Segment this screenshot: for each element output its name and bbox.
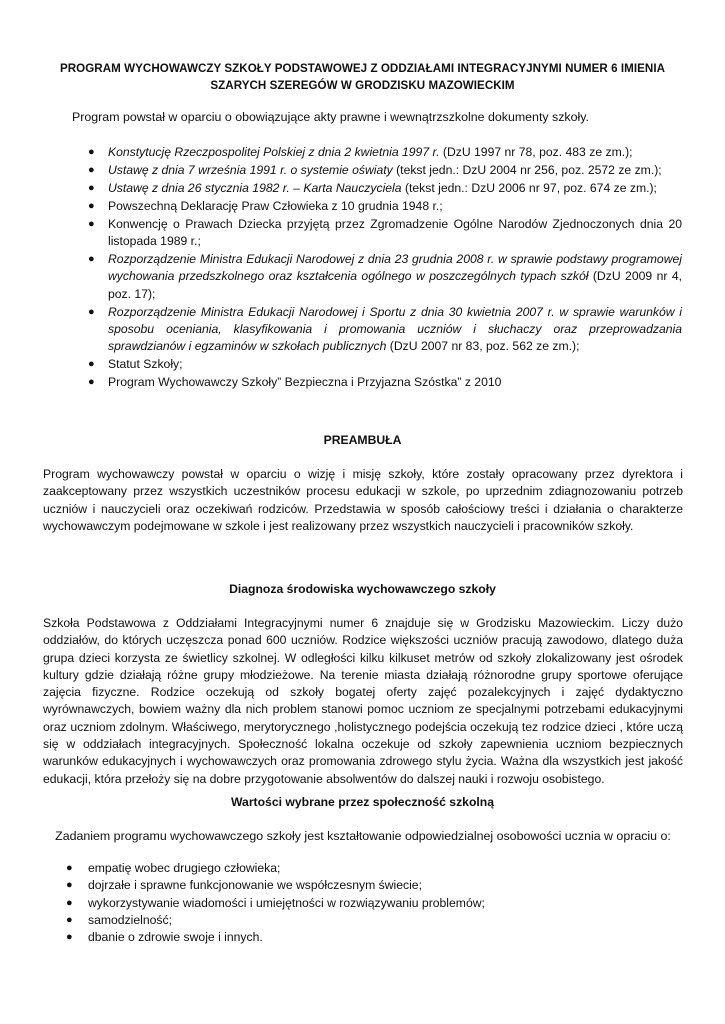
list-item [0, 860, 725, 877]
bullet-icon: ● [88, 200, 95, 212]
list-item [0, 251, 725, 303]
legal-act-title: Ustawę z dnia 7 września 1991 r. o systemie oświaty [108, 163, 393, 177]
legal-act-title: Rozporządzenie Ministra Edukacji Narodowej i Sportu z dnia 30 kwietnia 2007 r. w sprawie warunków i sposobu oceniania, klasyfikowania i promowania uczniów i słuchaczy oraz przeprowadzania sprawdzianów i egzaminów w szkołach publicznych [108, 304, 682, 354]
legal-act-reference: Statut Szkoły; [108, 357, 183, 372]
preambula-heading: PREAMBUŁA [323, 433, 402, 447]
bullet-icon: ● [88, 182, 95, 194]
list-item [0, 374, 725, 391]
bullet-icon: ● [66, 862, 73, 874]
diagnoza-text: Szkoła Podstawowa z Oddziałami Integracyjnymi numer 6 znajduje się w Grodzisku Mazowieckim. Liczy dużo oddziałów, do których uczęszcza ponad 600 uczniów. Rodzice większości uczniów pracują zawodowo, dlatego duża grupa dzieci korzysta ze świetlicy szkolnej. W odległości kilku kilkuset metrów od szkoły zlokalizowany jest ośrodek kultury gdzie działają różne grupy młodzieżowe. Na terenie miasta działają różnorodne grupy sportowe oferujące zajęcia fizyczne. Rodzice oczekują od szkoły bogatej oferty zajęć pozalekcyjnych i zajęć dydaktyczno wyrównawczych, bowiem ważny dla nich problem stanowi pomoc uczniom ze specjalnymi potrzebami edukacyjnymi oraz uczniom zdolnym. Właściwego, merytorycznego ,holistycznego podejścia oczekują tez rodzice dzieci , które uczą się w oddziałach integracyjnych. Społeczność lokalna oczekuje od szkoły zapewnienia uczniom bezpiecznych warunków edukacyjnych i wychowawczych oraz promowania zdrowego stylu życia. Ważna dla wszystkich jest jakość edukacji, która przełoży się na dobre przygotowanie absolwentów do dalszej nauki i rozwoju osobistego. [43, 616, 683, 786]
list-item [0, 162, 725, 179]
bullet-icon: ● [66, 879, 73, 892]
list-item [0, 144, 725, 161]
bullet-icon: ● [66, 913, 73, 926]
document-title: PROGRAM WYCHOWAWCZY SZKOŁY PODSTAWOWEJ Z ODDZIAŁAMI INTEGRACYJNYMI NUMER 6 IMIENIA SZARYCH SZEREGÓW W GRODZISKU MAZOWIECKIM [59, 62, 666, 92]
value-item-text: samodzielność; [88, 912, 172, 927]
value-item-text: wykorzystywanie wiadomości i umiejętności w rozwiązywaniu problemów; [88, 895, 485, 910]
bullet-icon: ● [88, 358, 95, 371]
bullet-icon: ● [66, 896, 73, 909]
list-item [0, 929, 725, 946]
value-item-text: dbanie o zdrowie swoje i innych. [88, 930, 263, 945]
intro-text: Program powstał w oparciu o obowiązujące akty prawne i wewnątrzszkolne dokumenty szkoły. [72, 110, 589, 124]
legal-act-reference: (DzU 2007 nr 83, poz. 562 ze zm.); [386, 339, 580, 354]
legal-act-reference: (DzU 1997 nr 78, poz. 483 ze zm.); [439, 145, 633, 159]
legal-act-reference: (tekst jedn.: DzU 2006 nr 97, poz. 674 ze zm.); [401, 181, 657, 195]
list-item [0, 356, 725, 373]
bullet-icon: ● [88, 164, 95, 176]
legal-act-reference: (tekst jedn.: DzU 2004 nr 256, poz. 2572 ze zm.); [392, 163, 662, 177]
legal-acts-list [0, 144, 725, 392]
list-item [0, 198, 725, 215]
list-item [0, 912, 725, 929]
legal-act-reference: Program Wychowawczy Szkoły” Bezpieczna i Przyjazna Szóstka” z 2010 [108, 375, 502, 390]
wartosci-heading: Wartości wybrane przez społeczność szkolną [230, 795, 494, 809]
legal-act-title: Konstytucję Rzeczpospolitej Polskiej z dnia 2 kwietnia 1997 r. [108, 145, 440, 159]
bullet-icon: ● [88, 218, 95, 230]
bullet-icon: ● [88, 376, 95, 389]
preambula-text: Program wychowawczy powstał w oparciu o wizję i misję szkoły, które zostały opracowany przez dyrektora i zaakceptowany przez wszystkich uczestników procesu edukacji w szkole, po uprzednim zdiagnozowaniu potrzeb uczniów i nauczycieli oraz oczekiwań rodziców. Przedstawia w sposób całościowy treści i działania o charakterze wychowawczym podejmowane w szkole i jest realizowany przez wszystkich nauczycieli i pracowników szkoły. [43, 467, 683, 533]
diagnoza-heading: Diagnoza środowiska wychowawczego szkoły [229, 582, 496, 596]
value-item-text: empatię wobec drugiego człowieka; [88, 861, 281, 875]
bullet-icon: ● [66, 931, 73, 944]
bullet-icon: ● [88, 253, 95, 266]
list-item [0, 216, 725, 250]
list-item [0, 180, 725, 197]
legal-act-reference: Powszechną Deklarację Praw Człowieka z 10 grudnia 1948 r.; [108, 199, 443, 213]
values-list [0, 860, 725, 946]
list-item [0, 895, 725, 912]
legal-act-title: Rozporządzenie Ministra Edukacji Narodowej z dnia 23 grudnia 2008 r. w sprawie podstawy programowej wychowania przedszkolnego oraz kształcenia ogólnego w poszczególnych typach szkół [108, 252, 682, 284]
legal-act-reference: Konwencję o Prawach Dziecka przyjętą przez Zgromadzenie Ogólne Narodów Zjednoczonych dnia 20 listopada 1989 r.; [108, 217, 682, 249]
legal-act-title: Ustawę z dnia 26 stycznia 1982 r. – Karta Nauczyciela [108, 181, 402, 195]
value-item-text: dojrzałe i sprawne funkcjonowanie we współczesnym świecie; [88, 878, 422, 893]
bullet-icon: ● [88, 305, 95, 318]
legal-act-reference: (DzU 2009 nr 4, poz. 17); [108, 269, 682, 301]
list-item [0, 877, 725, 894]
list-item [0, 304, 725, 356]
bullet-icon: ● [88, 146, 95, 158]
wartosci-intro: Zadaniem programu wychowawczego szkoły jest kształtowanie odpowiedzialnej osobowości ucznia w opraciu o: [55, 829, 671, 843]
